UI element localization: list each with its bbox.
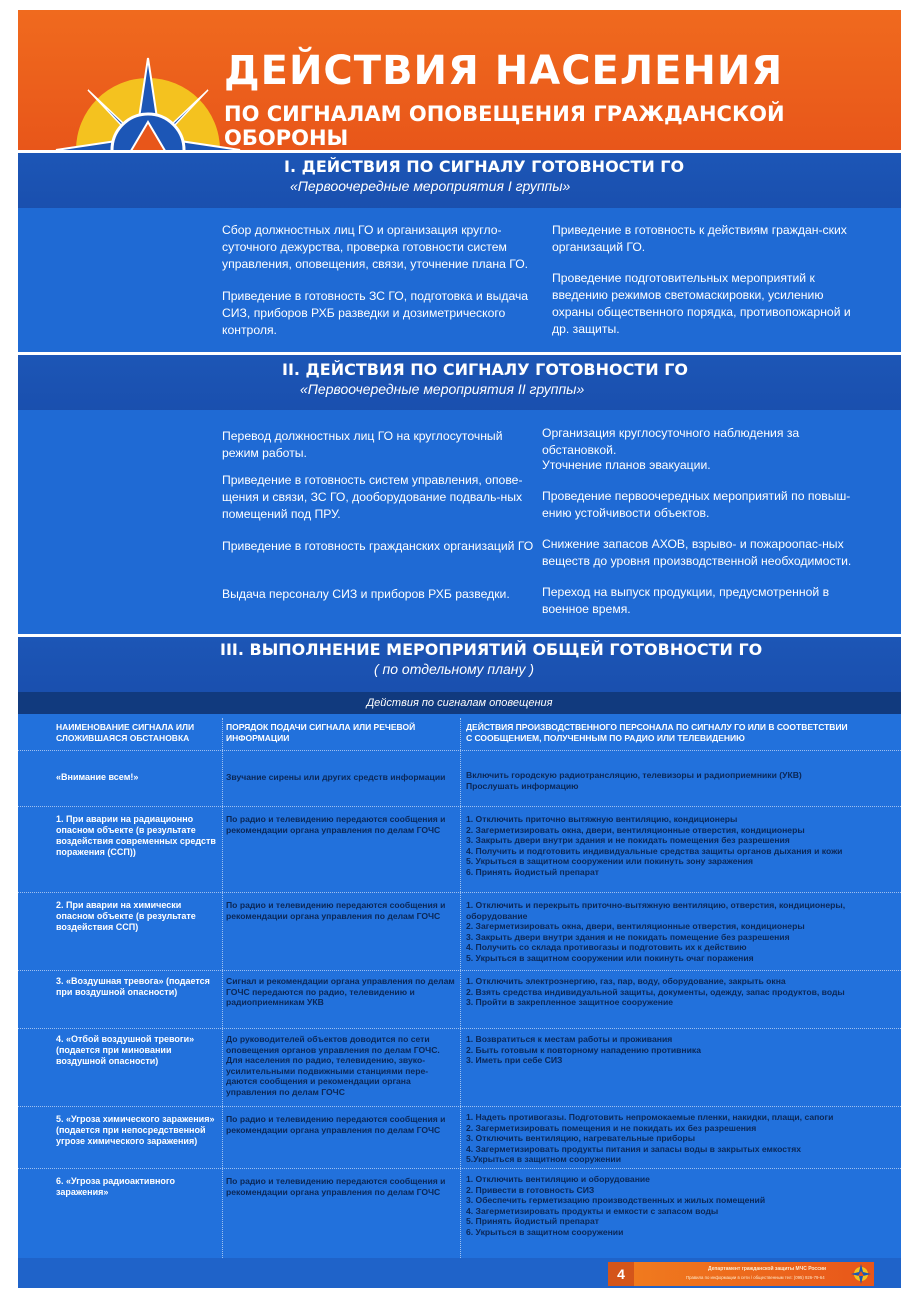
table-row-actions: 1. Надеть противогазы. Подготовить непромокаемые пленки, накидки, плащи, сапоги 2. Загерметизировать помещения и не покидать их без разрешения 3. Отключить вентиляцию, нагревательные приборы 4. Загерметизировать продукты питания и запасы воды в закрытых емкостях 5.Укрыться в защитном сооружении — [466, 1112, 834, 1164]
row-divider — [18, 970, 901, 971]
table-row-actions: 1. Возвратиться к местам работы и проживания 2. Быть готовым к повторному нападению противника 3. Иметь при себе СИЗ — [466, 1034, 701, 1065]
section2-left-paragraph-4: Выдача персоналу СИЗ и приборов РХБ разведки. — [222, 587, 510, 601]
section1-title: I. ДЕЙСТВИЯ ПО СИГНАЛУ ГОТОВНОСТИ ГО — [284, 157, 685, 176]
emercom-small-icon — [850, 1263, 872, 1285]
section3-subtitle: ( по отдельному плану ) — [374, 661, 535, 677]
table-row-actions: 1. Отключить электроэнергию, газ, пар, воду, оборудование, закрыть окна 2. Взять средства индивидуальной защиты, документы, одежду, запас продуктов, воды 3. Пройти в закрепленное защитное сооружение — [466, 976, 845, 1007]
table-row-actions: Включить городскую радиотрансляцию, телевизоры и радиоприемники (УКВ) Прослушать информацию — [466, 770, 802, 791]
page-subtitle: ПО СИГНАЛАМ ОПОВЕЩЕНИЯ ГРАЖДАНСКОЙ ОБОРОНЫ — [224, 102, 785, 150]
column-divider — [460, 718, 461, 1258]
row-divider — [18, 1106, 901, 1107]
section1-right-paragraph-2: Проведение подготовительных мероприятий к введению режимов светомаскировки, усилению охраны общественного порядка, противопожарной и др. защиты. — [552, 271, 851, 336]
section1-subtitle: «Первоочередные мероприятия I группы» — [290, 178, 571, 194]
footer — [18, 1258, 901, 1288]
table-row-signal: 5. «Угроза химического заражения» (подается при непосредственной угрозе химического заражения) — [56, 1114, 215, 1146]
section3-title: III. ВЫПОЛНЕНИЕ МЕРОПРИЯТИЙ ОБЩЕЙ ГОТОВНОСТИ ГО — [220, 640, 763, 659]
page-number: 4 — [608, 1262, 634, 1286]
table-caption: Действия по сигналам оповещения — [18, 692, 901, 714]
table-row-order: Сигнал и рекомендации органа управления по делам ГОЧС передаются по радио, телевидению и радиоприемникам УКВ — [226, 976, 455, 1007]
section2-right-paragraph-4: Снижение запасов АХОВ, взрыво- и пожароопас-ных веществ до уровня производственной необходимости. — [542, 537, 852, 568]
section1-right-paragraph-1: Приведение в готовность к действиям граждан-ских организаций ГО. — [552, 223, 847, 254]
row-divider — [18, 1168, 901, 1169]
table-row-signal: 3. «Воздушная тревога» (подается при воздушной опасности) — [56, 976, 210, 997]
section2-left-paragraph-2: Приведение в готовность систем управления, опове-щения и связи, ЗС ГО, дооборудование подваль-ных помещений под ПРУ. — [222, 473, 523, 521]
section2-right-paragraph-2: Уточнение планов эвакуации. — [542, 458, 711, 472]
table-row-actions: 1. Отключить и перекрыть приточно-вытяжную вентиляцию, отверстия, кондиционеры, оборудование 2. Загерметизировать окна, двери, вентиляционные отверстия, кондиционеры 3. Закрыть двери внутри здания и не покидать помещение без разрешения 4. Получить со склада противогазы и подготовить их к действию 5. Укрыться в защитном сооружении или покинуть очаг поражения — [466, 900, 846, 963]
section2-subtitle: «Первоочередные мероприятия II группы» — [300, 381, 585, 397]
table-row-signal: 1. При аварии на радиационно опасном объекте (в результате воздействия современных средств поражения (ССП)) — [56, 814, 216, 857]
table-row-signal: 6. «Угроза радиоактивного заражения» — [56, 1176, 176, 1197]
table-row-order: По радио и телевидению передаются сообщения и рекомендации органа управления по делам ГОЧС — [226, 814, 446, 835]
section2-title: II. ДЕЙСТВИЯ ПО СИГНАЛУ ГОТОВНОСТИ ГО — [282, 360, 689, 379]
section2-left-paragraph-3: Приведение в готовность гражданских организаций ГО — [222, 539, 534, 553]
row-divider — [18, 806, 901, 807]
section2-right-paragraph-1: Организация круглосуточного наблюдения за обстановкой. — [542, 426, 800, 457]
section2-left-paragraph-1: Перевод должностных лиц ГО на круглосуточный режим работы. — [222, 429, 503, 460]
table-row-signal: 4. «Отбой воздушной тревоги» (подается при миновании воздушной опасности) — [56, 1034, 195, 1066]
signals-table — [18, 692, 901, 1258]
table-row-order: По радио и телевидению передаются сообщения и рекомендации органа управления по делам ГОЧС — [226, 1176, 446, 1197]
row-divider — [18, 750, 901, 751]
table-row-order: Звучание сирены или других средств информации — [226, 772, 446, 782]
table-row-signal: «Внимание всем!» — [56, 772, 139, 782]
section2-right-paragraph-5: Переход на выпуск продукции, предусмотренной в военное время. — [542, 585, 830, 616]
column-header-signal: НАИМЕНОВАНИЕ СИГНАЛА ИЛИ СЛОЖИВШАЯСЯ ОБСТАНОВКА — [56, 722, 195, 743]
table-row-order: По радио и телевидению передаются сообщения и рекомендации органа управления по делам ГОЧС — [226, 900, 446, 921]
row-divider — [18, 1028, 901, 1029]
footer-publisher: Департамент гражданской защиты МЧС России — [708, 1266, 827, 1272]
column-header-order: ПОРЯДОК ПОДАЧИ СИГНАЛА ИЛИ РЕЧЕВОЙ ИНФОРМАЦИИ — [226, 722, 416, 743]
section1-left-paragraph-2: Приведение в готовность ЗС ГО, подготовка и выдача СИЗ, приборов РХБ разведки и дозиметрического контроля. — [222, 289, 529, 337]
footer-contacts: Правила по информации в сети / общественным тел: (095) 926-79-64 — [686, 1275, 825, 1280]
row-divider — [18, 892, 901, 893]
table-row-actions: 1. Отключить вентиляцию и оборудование 2. Привести в готовность СИЗ 3. Обеспечить герметизацию производственных и жилых помещений 4. Загерметизировать продукты и емкости с запасом воды 5. Принять йодистый препарат 6. Укрыться в защитном сооружении — [466, 1174, 766, 1237]
table-row-signal: 2. При аварии на химически опасном объекте (в результате воздействия ССП) — [56, 900, 196, 932]
table-row-actions: 1. Отключить приточно вытяжную вентиляцию, кондиционеры 2. Загерметизировать окна, двери, вентиляционные отверстия, кондиционеры 3. Закрыть двери внутри здания и не покидать помещения без разрешения 4. Получить и подготовить индивидуальные средства защиты органов дыхания и кожи 5. Укрыться в защитном сооружении или покинуть зону заражения 6. Принять йодистый препарат — [466, 814, 843, 877]
poster — [18, 10, 901, 1288]
section1-left-paragraph-1: Сбор должностных лиц ГО и организация кругло-суточного дежурства, проверка готовности систем управления, оповещения, связи, уточнение плана ГО. — [222, 223, 529, 271]
column-divider — [222, 718, 223, 1258]
page-title: ДЕЙСТВИЯ НАСЕЛЕНИЯ — [224, 48, 784, 94]
table-row-order: По радио и телевидению передаются сообщения и рекомендации органа управления по делам ГОЧС — [226, 1114, 446, 1135]
column-header-actions: ДЕЙСТВИЯ ПРОИЗВОДСТВЕННОГО ПЕРСОНАЛА ПО СИГНАЛУ ГО ИЛИ В СООТВЕТСТВИИ С СООБЩЕНИЕМ, ПОЛУЧЕННЫМ ПО РАДИО ИЛИ ТЕЛЕВИДЕНИЮ — [466, 722, 848, 743]
section2-right-paragraph-3: Проведение первоочередных мероприятий по повыш-ению устойчивости объектов. — [542, 489, 851, 520]
table-row-order: До руководителей объектов доводится по сети оповещения органов управления по делам ГОЧС. Для населения по радио, телевидению, звуко-усилительными подвижными станциями пере-даются сообщения и рекомендации органа управления по делам ГОЧС — [226, 1034, 440, 1097]
